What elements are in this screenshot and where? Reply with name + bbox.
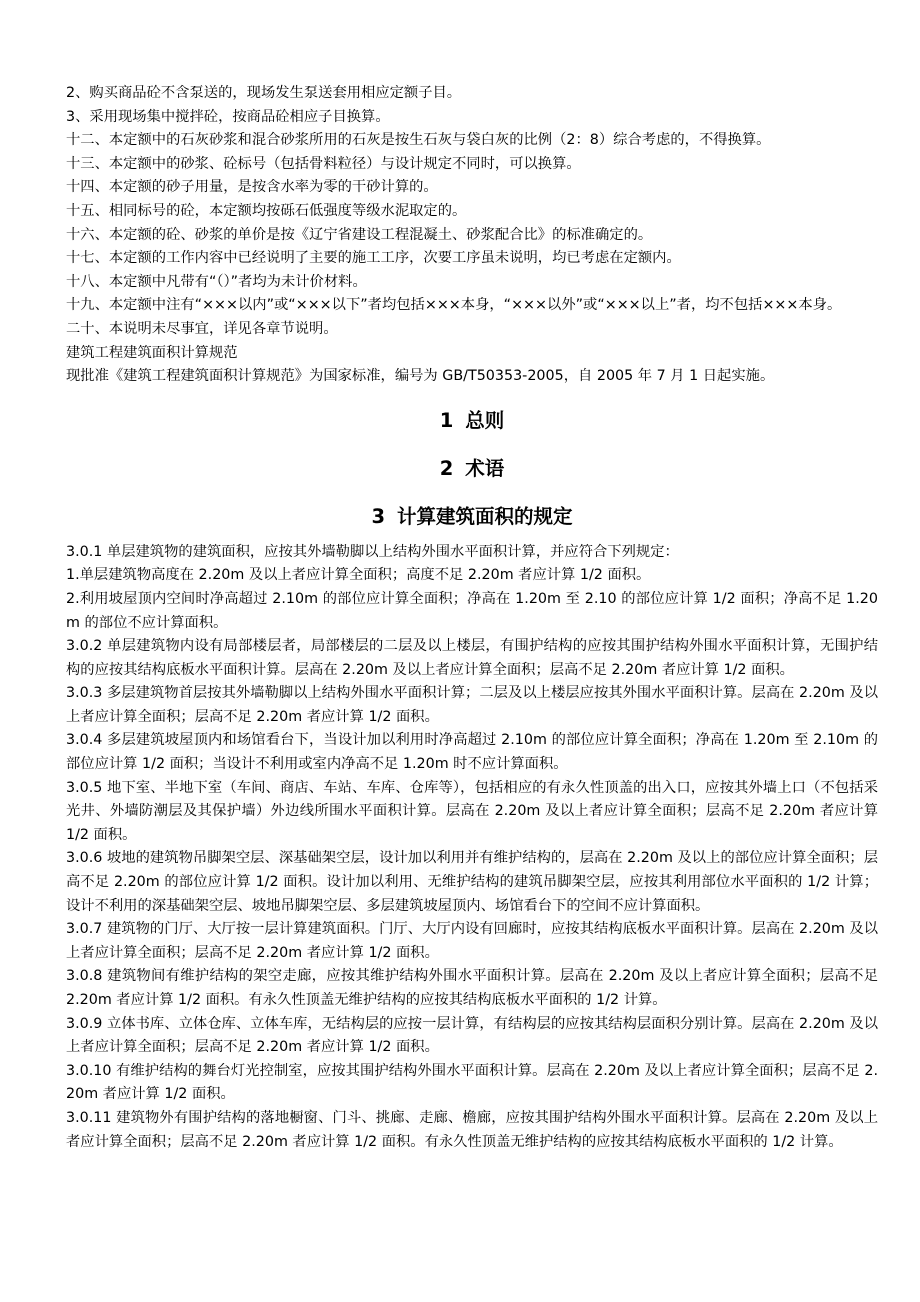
clause-paragraph: 1.单层建筑物高度在 2.20m 及以上者应计算全面积；高度不足 2.20m 者应计算 1/2 面积。 [66, 567, 651, 584]
section-number: 3 [371, 504, 386, 528]
section-title: 术语 [465, 456, 505, 480]
clause-paragraph: 2.利用坡屋顶内空间时净高超过 2.10m 的部位应计算全面积；净高在 1.20m 至 2.10 的部位应计算 1/2 面积；净高不足 1.20m 的部位不应计算面积。 [66, 590, 878, 631]
clause-paragraph: 3.0.4 多层建筑坡屋顶内和场馆看台下，当设计加以利用时净高超过 2.10m 的部位应计算全面积；净高在 1.20m 至 2.10m 的部位应计算 1/2 面积；当设计不利用或室内净高不足 1.20m 时不应计算面积。 [66, 732, 878, 773]
approval-statement: 现批准《建筑工程建筑面积计算规范》为国家标准，编号为 GB/T50353-2005，自 2005 年 7 月 1 日起实施。 [66, 368, 775, 385]
section-title: 总则 [465, 408, 505, 432]
section-number: 2 [439, 456, 454, 480]
clause-paragraph: 3.0.8 建筑物间有维护结构的架空走廊，应按其维护结构外围水平面积计算。层高在 2.20m 及以上者应计算全面积；层高不足 2.20m 者应计算 1/2 面积。有永久性顶盖无维护结构的应按其结构底板水平面积的 1/2 计算。 [66, 968, 878, 1008]
clause-paragraph: 3.0.1 单层建筑物的建筑面积，应按其外墙勒脚以上结构外围水平面积计算，并应符合下列规定： [66, 543, 679, 560]
section-heading-general [66, 405, 878, 437]
clause-paragraph: 3.0.2 单层建筑物内设有局部楼层者，局部楼层的二层及以上楼层，有围护结构的应按其围护结构外围水平面积计算，无围护结构的应按其结构底板水平面积计算。层高在 2.20m 及以上者应计算全面积；层高不足 2.20m 者应计算 1/2 面积。 [66, 638, 878, 678]
note-line: 3、采用现场集中搅拌砼，按商品砼相应子目换算。 [66, 108, 390, 125]
note-line: 十四、本定额的砂子用量，是按含水率为零的干砂计算的。 [66, 179, 438, 196]
note-line: 十六、本定额的砼、砂浆的单价是按《辽宁省建设工程混凝土、砂浆配合比》的标准确定的。 [66, 226, 653, 243]
note-line: 十三、本定额中的砂浆、砼标号（包括骨料粒径）与设计规定不同时，可以换算。 [66, 155, 581, 172]
note-line: 二十、本说明未尽事宜，详见各章节说明。 [66, 320, 338, 337]
spec-title: 建筑工程建筑面积计算规范 [66, 344, 238, 361]
clause-paragraph: 3.0.9 立体书库、立体仓库、立体车库，无结构层的应按一层计算，有结构层的应按其结构层面积分别计算。层高在 2.20m 及以上者应计算全面积；层高不足 2.20m 者应计算 1/2 面积。 [66, 1015, 878, 1056]
section-heading-terms [66, 453, 878, 485]
section-number: 1 [439, 408, 454, 432]
clause-paragraph: 3.0.10 有维护结构的舞台灯光控制室，应按其围护结构外围水平面积计算。层高在 2.20m 及以上者应计算全面积；层高不足 2.20m 者应计算 1/2 面积。 [66, 1062, 878, 1103]
clause-paragraph: 3.0.7 建筑物的门厅、大厅按一层计算建筑面积。门厅、大厅内设有回廊时，应按其结构底板水平面积计算。层高在 2.20m 及以上者应计算全面积；层高不足 2.20m 者应计算 1/2 面积。 [66, 921, 878, 961]
note-line: 十二、本定额中的石灰砂浆和混合砂浆所用的石灰是按生石灰与袋白灰的比例（2：8）综合考虑的，不得换算。 [66, 132, 771, 149]
section-heading-rules [66, 501, 878, 533]
note-line: 十五、相同标号的砼，本定额均按砾石低强度等级水泥取定的。 [66, 202, 467, 219]
note-line: 十九、本定额中注有“×××以内”或“×××以下”者均包括×××本身，“×××以外”或“×××以上”者，均不包括×××本身。 [66, 297, 842, 314]
clause-list [66, 541, 878, 1154]
clause-paragraph: 3.0.3 多层建筑物首层按其外墙勒脚以上结构外围水平面积计算；二层及以上楼层应按其外围水平面积计算。层高在 2.20m 及以上者应计算全面积；层高不足 2.20m 者应计算 1/2 面积。 [66, 685, 878, 725]
section-title: 计算建筑面积的规定 [397, 504, 573, 528]
intro-notes [66, 82, 878, 389]
note-line: 2、购买商品砼不含泵送的，现场发生泵送套用相应定额子目。 [66, 85, 462, 101]
document-page [66, 82, 878, 1154]
note-line: 十七、本定额的工作内容中已经说明了主要的施工工序，次要工序虽未说明，均已考虑在定额内。 [66, 250, 681, 267]
note-line: 十八、本定额中凡带有“（）”者均为未计价材料。 [66, 273, 367, 290]
clause-paragraph: 3.0.5 地下室、半地下室（车间、商店、车站、车库、仓库等），包括相应的有永久性顶盖的出入口，应按其外墙上口（不包括采光井、外墙防潮层及其保护墙）外边线所围水平面积计算。层高在 2.20m 及以上者应计算全面积；层高不足 2.20m 者应计算 1/2 面积。 [66, 779, 878, 843]
clause-paragraph: 3.0.6 坡地的建筑物吊脚架空层、深基础架空层，设计加以利用并有维护结构的，层高在 2.20m 及以上的部位应计算全面积；层高不足 2.20m 的部位应计算 1/2 面积。设计加以利用、无维护结构的建筑吊脚架空层，应按其利用部位水平面积的 1/2 计算；设计不利用的深基础架空层、坡地吊脚架空层、多层建筑坡屋顶内、场馆看台下的空间不应计算面积。 [66, 850, 878, 914]
clause-paragraph: 3.0.11 建筑物外有围护结构的落地橱窗、门斗、挑廊、走廊、檐廊，应按其围护结构外围水平面积计算。层高在 2.20m 及以上者应计算全面积；层高不足 2.20m 者应计算 1/2 面积。有永久性顶盖无维护结构的应按其结构底板水平面积的 1/2 计算。 [66, 1109, 878, 1150]
